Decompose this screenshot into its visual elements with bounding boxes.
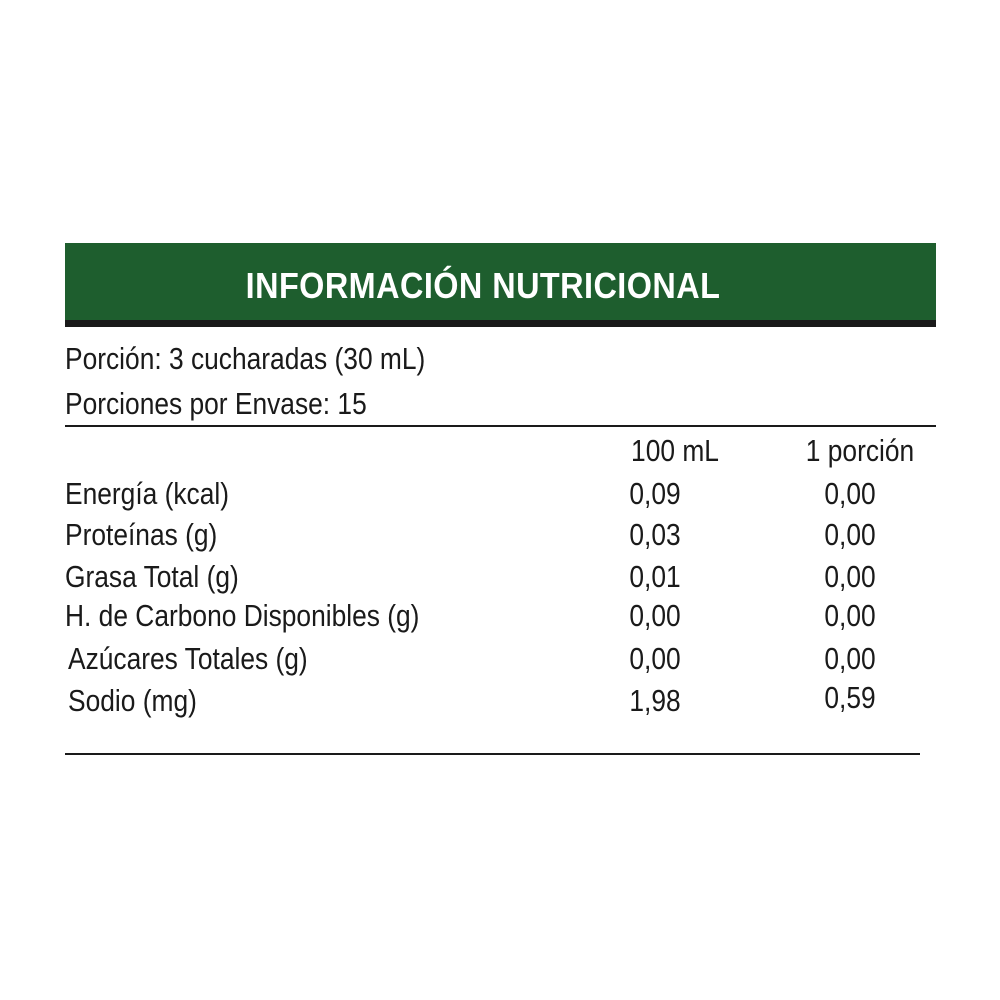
value-per-portion: 0,00 (824, 476, 876, 511)
nutrient-name: Energía (kcal) (65, 476, 230, 511)
nutrient-row-energia (65, 476, 936, 516)
value-per-100ml: 0,00 (629, 598, 681, 633)
divider-bottom (65, 753, 920, 755)
servings-per-container: Porciones por Envase: 15 (65, 386, 367, 421)
serving-size: Porción: 3 cucharadas (30 mL) (65, 341, 426, 376)
nutrient-row-grasa (65, 559, 936, 599)
nutrient-name: Grasa Total (g) (65, 559, 239, 594)
value-per-100ml: 0,00 (629, 641, 681, 676)
value-per-portion: 0,59 (824, 680, 876, 715)
value-per-portion: 0,00 (824, 559, 876, 594)
value-per-portion: 0,00 (824, 598, 876, 633)
value-per-portion: 0,00 (824, 641, 876, 676)
nutrient-name: Azúcares Totales (g) (68, 641, 308, 676)
nutrient-name: H. de Carbono Disponibles (g) (65, 598, 420, 633)
divider-top (65, 425, 936, 427)
value-per-100ml: 0,01 (629, 559, 681, 594)
nutrition-label (65, 243, 936, 763)
value-per-100ml: 1,98 (629, 683, 681, 718)
nutrient-row-carbohidratos (65, 598, 936, 638)
nutrient-row-proteinas (65, 517, 936, 557)
value-per-100ml: 0,03 (629, 517, 681, 552)
nutrient-name: Proteínas (g) (65, 517, 218, 552)
column-header-100ml: 100 mL (631, 433, 719, 468)
nutrient-name: Sodio (mg) (68, 683, 197, 718)
value-per-portion: 0,00 (824, 517, 876, 552)
nutrient-row-azucares (65, 641, 936, 681)
label-title: INFORMACIÓN NUTRICIONAL (245, 265, 721, 306)
nutrient-row-sodio (65, 680, 936, 723)
column-header-portion: 1 porción (805, 433, 915, 468)
header-band (65, 243, 936, 327)
value-per-100ml: 0,09 (629, 476, 681, 511)
